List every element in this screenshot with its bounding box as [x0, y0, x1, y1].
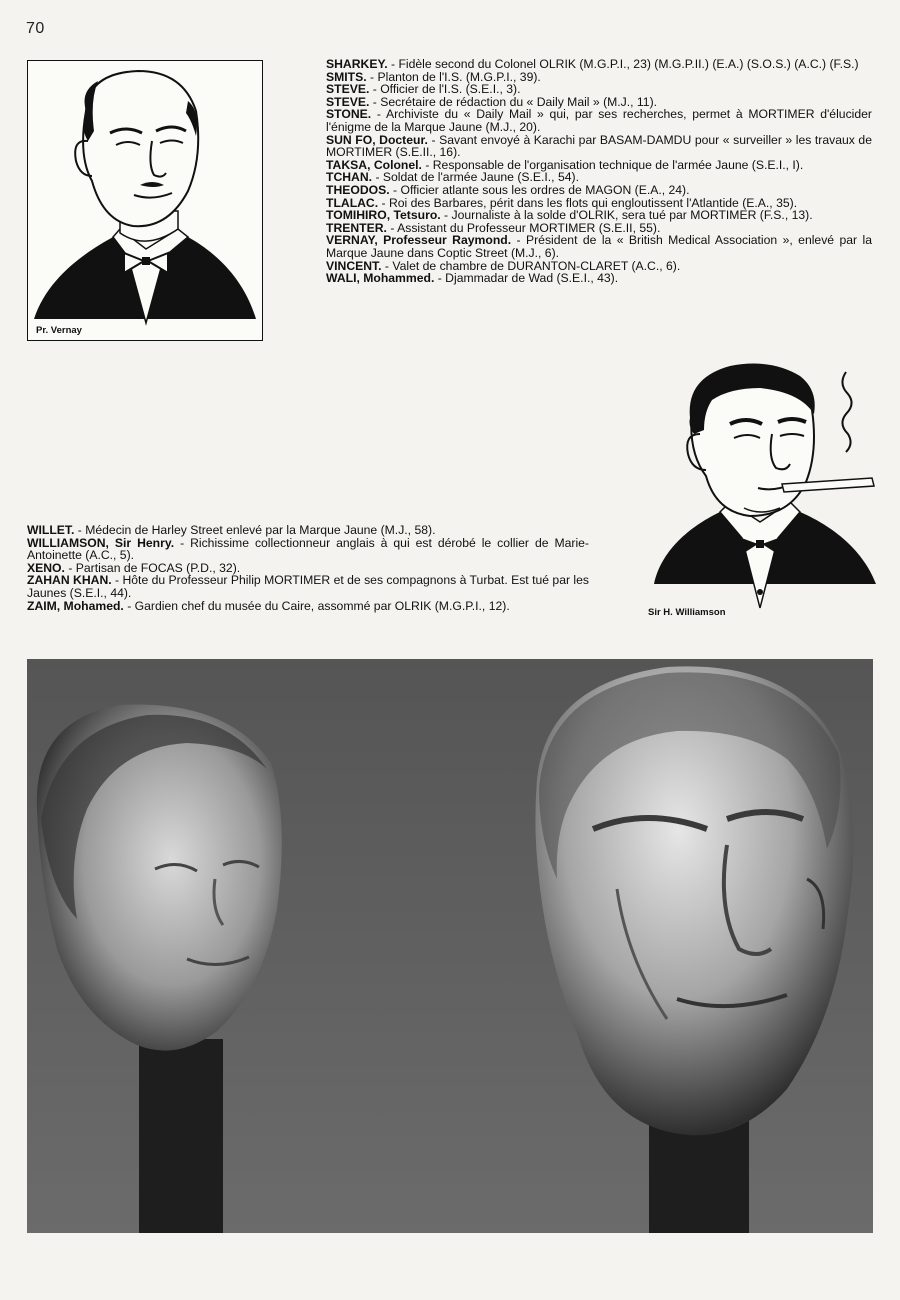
williamson-drawing: [650, 352, 882, 622]
vernay-drawing: [28, 61, 262, 340]
entry-steve-officer: STEVE. - Officier de l'I.S. (S.E.I., 3).: [326, 82, 521, 97]
vernay-caption: Pr. Vernay: [36, 325, 82, 336]
sculpted-heads-image: [27, 659, 873, 1233]
entry-wali: WALI, Mohammed. - Djammadar de Wad (S.E.I., 43).: [326, 271, 619, 286]
sculpted-heads-photo: [27, 659, 873, 1233]
entry-vernay: VERNAY, Professeur Raymond. - Président de la « British Medical Association », enlevé par la Marque Jaune dans Coptic Street (M.J., 6).: [326, 233, 872, 260]
entry-tchan: TCHAN. - Soldat de l'armée Jaune (S.E.I., 54).: [326, 170, 579, 185]
entry-tlalac: TLALAC. - Roi des Barbares, périt dans les flots qui engloutissent l'Atlantide (E.A., 35).: [326, 195, 798, 210]
entry-williamson: WILLIAMSON, Sir Henry. - Richissime collectionneur anglais à qui est dérobé le collier de Marie-Antoinette (A.C., 5).: [27, 535, 589, 563]
entry-trenter: TRENTER. - Assistant du Professeur MORTIMER (S.E.II, 55).: [326, 220, 661, 235]
entry-theodos: THEODOS. - Officier atlante sous les ordres de MAGON (E.A., 24).: [326, 182, 690, 197]
williamson-caption: Sir H. Williamson: [648, 607, 726, 618]
entry-xeno: XENO. - Partisan de FOCAS (P.D., 32).: [27, 560, 241, 575]
entry-steve-secretary: STEVE. - Secrétaire de rédaction du « Daily Mail » (M.J., 11).: [326, 94, 658, 109]
entry-taksa: TAKSA, Colonel. - Responsable de l'organisation technique de l'armée Jaune (S.E.I., I).: [326, 157, 804, 172]
entry-sun-fo: SUN FO, Docteur. - Savant envoyé à Karachi par BASAM-DAMDU pour « surveiller » les travaux de MORTIMER (S.E.II., 16).: [326, 132, 872, 160]
entry-zaim: ZAIM, Mohamed. - Gardien chef du musée du Caire, assommé par OLRIK (M.G.P.I., 12).: [27, 598, 510, 613]
vernay-portrait: [27, 60, 263, 341]
entry-smits: SMITS. - Planton de l'I.S. (M.G.P.I., 39).: [326, 69, 541, 84]
entries-list-top: [326, 58, 872, 285]
entries-list-bottom: [27, 524, 589, 612]
entry-sharkey: SHARKEY. - Fidèle second du Colonel OLRIK (M.G.P.I., 23) (M.G.P.II.) (E.A.) (S.O.S.) (A.C.) (F.S.): [326, 57, 859, 71]
entry-willet: WILLET. - Médecin de Harley Street enlevé par la Marque Jaune (M.J., 58).: [27, 523, 436, 537]
page-number: 70: [26, 20, 45, 37]
entry-stone: STONE. - Archiviste du « Daily Mail » qui, par ses recherches, permet à MORTIMER d'élucider l'énigme de la Marque Jaune (M.J., 20).: [326, 107, 872, 134]
entry-tomihiro: TOMIHIRO, Tetsuro. - Journaliste à la solde d'OLRIK, sera tué par MORTIMER (F.S., 13).: [326, 208, 813, 223]
entry-vincent: VINCENT. - Valet de chambre de DURANTON-CLARET (A.C., 6).: [326, 258, 681, 273]
entry-zahan-khan: ZAHAN KHAN. - Hôte du Professeur Philip MORTIMER et de ses compagnons à Turbat. Est tué par les Jaunes (S.E.I., 44).: [27, 573, 589, 600]
